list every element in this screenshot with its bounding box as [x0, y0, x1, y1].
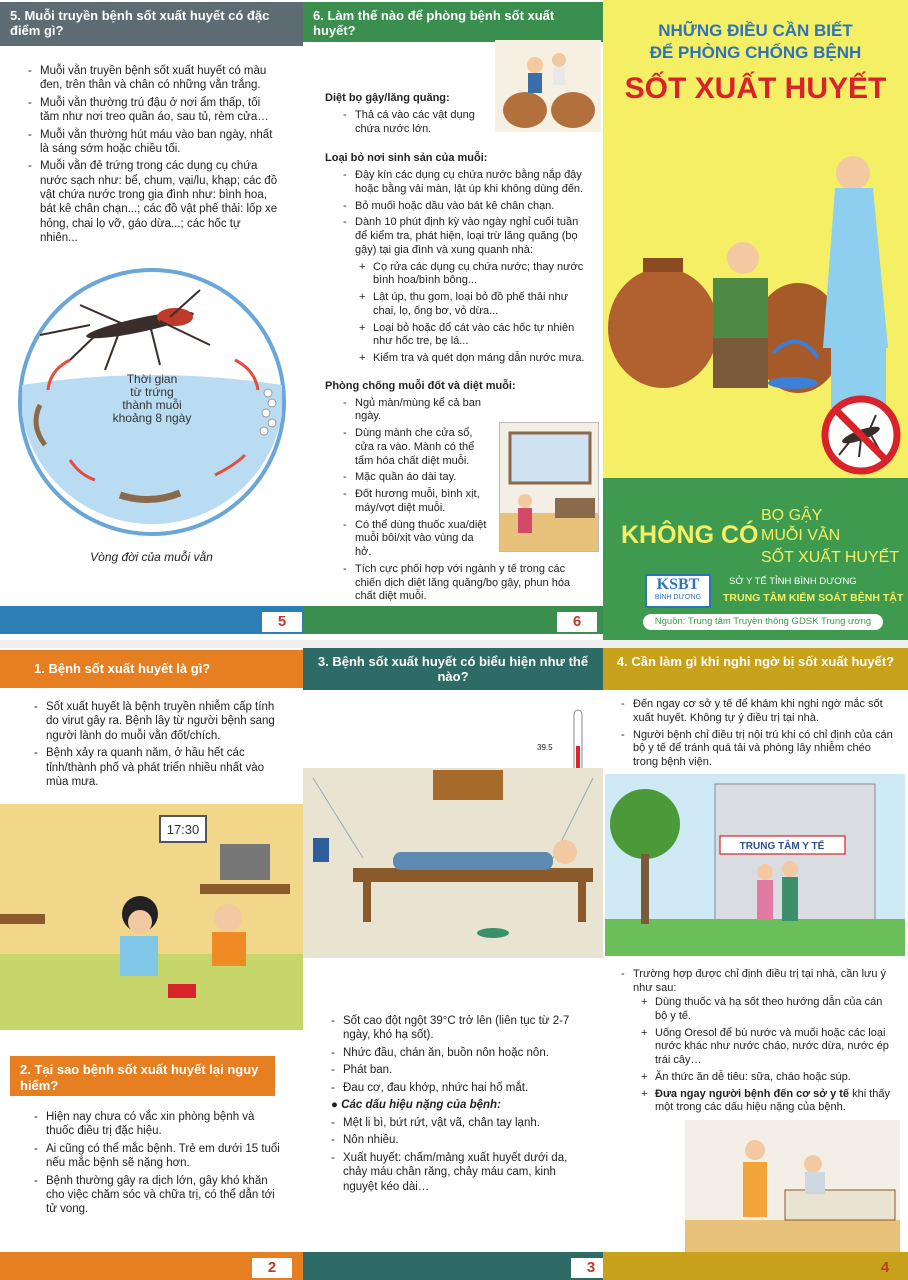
list-item: - Phát ban.: [331, 1063, 586, 1077]
panel-4-heading-text: 4. Cần làm gì khi nghi ngờ bị sốt xuất huyết?: [616, 654, 895, 669]
cover-list-3: SỐT XUẤT HUYẾT: [761, 549, 900, 566]
mosquito-lifecycle-illustration: [10, 265, 300, 540]
panel-4: [603, 648, 908, 1280]
panel-1-heading-text: 1. Bệnh sốt xuất huyết là gì?: [34, 661, 211, 676]
s3-title: Phòng chống muỗi đốt và diệt muỗi:: [325, 379, 516, 392]
panel-1-heading: [0, 650, 303, 688]
cover-title-3: SỐT XUẤT HUYẾT: [624, 72, 887, 105]
panel-3-footer-bar: [303, 1252, 603, 1280]
s2-title: Loại bỏ nơi sinh sản của muỗi:: [325, 152, 488, 165]
list-item: - Nhức đầu, chán ăn, buồn nôn hoặc nôn.: [331, 1046, 586, 1060]
list-item: + Loại bỏ hoặc đổ cát vào các hốc tự nhiên như hốc tre, bẹ lá...: [359, 322, 590, 350]
severe-signs-title: ● Các dấu hiệu nặng của bệnh:: [331, 1099, 501, 1111]
cover-green-band: [603, 478, 908, 640]
cover-illustration: [603, 118, 908, 418]
ksbt-logo: [645, 574, 711, 608]
list-item: - Bệnh thường gây ra dịch lớn, gây khó khăn cho việc chăm sóc và chữa trị, có thể dẫn tới tử vong.: [34, 1174, 282, 1217]
panel-6-heading: [303, 2, 603, 42]
panel-3-list: [331, 1014, 586, 1098]
list-item: - Muỗi vằn đẻ trứng trong các dụng cụ chứa nước sạch như: bể, chum, vại/lu, khạp; các đồ vật chứa nước trong gia đình như: bình hoa, bát kê chân chạn...; các đồ vật phế thải: lốp xe hỏng, chai lọ vỡ, gáo dừa...; các hốc tự nhiên...: [28, 159, 278, 245]
lifecycle-caption: Vòng đời của muỗi vằn: [90, 550, 213, 564]
list-item: - Đau cơ, đau khớp, nhức hai hố mắt.: [331, 1081, 586, 1095]
list-item: + Kiểm tra và quét dọn máng dẫn nước mưa.: [359, 352, 590, 366]
panel-6: [303, 0, 603, 640]
list-item: [641, 1088, 896, 1116]
list-item: + Ăn thức ăn dễ tiêu: sữa, cháo hoặc súp.: [641, 1071, 896, 1085]
org-1: SỞ Y TẾ TỈNH BÌNH DƯƠNG: [729, 576, 857, 587]
list-item: - Người bệnh chỉ điều trị nội trú khi có chỉ định của cán bộ y tế để tránh quá tải và phòng lây nhiễm chéo trong bệnh viện.: [621, 729, 896, 770]
list-item: - Muỗi vằn thường trú đậu ở nơi ẩm thấp, tối tăm như nơi treo quần áo, sau tủ, rèm cửa…: [28, 96, 278, 125]
org-2: TRUNG TÂM KIỂM SOÁT BỆNH TẬT: [723, 592, 904, 604]
list-item: - Đậy kín các dụng cụ chứa nước bằng nắp đậy hoặc bằng vải màn, lật úp khi không dùng đến.: [343, 169, 590, 197]
page-number-2: 2: [252, 1258, 292, 1278]
s2-sublist: [325, 261, 590, 366]
urgent-rest: khi thấy một trong các dấu hiệu nặng của bệnh.: [655, 1087, 891, 1114]
cover-list-2: MUỖI VẰN: [761, 527, 841, 544]
panel-3-severe-list: [331, 1116, 586, 1197]
panel-1-2: [0, 648, 303, 1280]
list-item: - Ai cũng có thể mắc bệnh. Trẻ em dưới 15 tuổi nếu mắc bệnh sẽ nặng hơn.: [34, 1142, 282, 1171]
severe-title-text: Các dấu hiệu nặng của bệnh:: [341, 1099, 501, 1111]
list-item: - Bệnh xảy ra quanh năm, ở hầu hết các tỉnh/thành phố và phát triển nhiều nhất vào mùa mưa.: [34, 746, 282, 789]
ksbt-logo-text: KSBT: [656, 576, 700, 593]
source-text: Nguồn: Trung tâm Truyền thông GDSK Trung ương: [654, 616, 872, 627]
list-item: + Lật úp, thu gom, loại bỏ đồ phế thải như chai, lọ, ống bơ, vỏ dừa...: [359, 291, 590, 319]
clock-display: 17:30: [166, 822, 200, 837]
cover-title-2: ĐỂ PHÒNG CHỐNG BỆNH: [649, 43, 862, 62]
panel-3-heading: [303, 648, 603, 690]
panel-6-heading-text: 6. Làm thế nào để phòng bệnh sốt xuất huyết?: [313, 8, 555, 38]
panel-3: [303, 648, 603, 1280]
list-item: - Dành 10 phút định kỳ vào ngày nghỉ cuối tuần để kiểm tra, phát hiện, loại trừ lăng quăng (bọ gậy) tại gia đình và xung quanh nhà:: [343, 216, 590, 257]
panel-4-footer-bar: [603, 1252, 908, 1280]
children-playing-illustration: [0, 804, 303, 1030]
panel-5-heading-text: 5. Muỗi truyền bệnh sốt xuất huyết có đặc điểm gì?: [10, 8, 270, 38]
no-mosquito-icon: [821, 395, 901, 475]
list-item: - Xuất huyết: chấm/mảng xuất huyết dưới da, chảy máu chân răng, chảy máu cam, kinh nguyệt kéo dài…: [331, 1151, 586, 1194]
s2-list: [325, 169, 590, 258]
ksbt-logo-sub: BÌNH DƯƠNG: [654, 594, 702, 601]
panel-4-list: [621, 698, 896, 773]
cycle-text: Thời gian từ trứng thành muỗi khoảng 8 ngày: [112, 372, 192, 425]
list-item: + Cọ rửa các dụng cụ chứa nước; thay nước bình hoa/bình bông...: [359, 261, 590, 289]
home-care-illustration: [685, 1120, 900, 1258]
list-item: - Sốt cao đột ngột 39°C trở lên (liên tục từ 2-7 ngày, khó hạ sốt).: [331, 1014, 586, 1043]
panel-2-heading-text: 2. Tại sao bệnh sốt xuất huyết lại nguy hiểm?: [20, 1062, 259, 1093]
panel-5-list: [28, 64, 278, 249]
list-item: - Dùng mành che cửa sổ, cửa ra vào. Mành có thể tẩm hóa chất diệt muỗi.: [343, 427, 493, 468]
page-number-6: 6: [557, 612, 597, 632]
list-item: - Tích cực phối hợp với ngành y tế trong các chiến dịch diệt lăng quăng/bọ gậy, phun hóa chất diệt muỗi.: [343, 563, 590, 604]
panel-2-list: [34, 1110, 282, 1220]
panel-5: [0, 0, 303, 640]
fold-divider: [0, 640, 908, 648]
list-item: - Mệt li bì, bứt rứt, vật vã, chân tay lạnh.: [331, 1116, 586, 1130]
list-item: - Muỗi vằn thường hút máu vào ban ngày, nhất là sáng sớm hoặc chiều tối.: [28, 128, 278, 157]
page-number-3: 3: [571, 1258, 603, 1278]
cover-list-1: BỌ GẬY: [761, 507, 823, 524]
s1-list: [325, 109, 475, 137]
list-item: + Uống Oresol để bù nước và muối hoặc các loại nước khác như nước cháo, nước dừa, nước ép trái cây…: [641, 1027, 896, 1068]
health-center-sign: TRUNG TÂM Y TẾ: [739, 841, 825, 852]
page-number-4: 4: [880, 1259, 890, 1276]
list-item: - Muỗi vằn truyền bệnh sốt xuất huyết có màu đen, trên thân và chân có những vằn trắng.: [28, 64, 278, 93]
patient-bed-illustration: [303, 768, 603, 958]
panel-3-heading-text: 3. Bệnh sốt xuất huyết có biểu hiện như thế nào?: [317, 654, 589, 684]
cover-title-1: NHỮNG ĐIỀU CẦN BIẾT: [658, 21, 853, 40]
source-badge: [643, 614, 883, 630]
panel-4-home-list: [641, 996, 896, 1118]
home-intro-text: Trường hợp được chỉ định điều trị tại nhà, cần lưu ý như sau:: [633, 968, 887, 994]
list-item: - Đốt hương muỗi, bình xịt, máy/vợt diệt muỗi.: [343, 488, 493, 516]
list-item: - Bỏ muối hoặc dầu vào bát kê chân chạn.: [343, 200, 590, 214]
list-item: + Dùng thuốc và hạ sốt theo hướng dẫn của cán bộ y tế.: [641, 996, 896, 1024]
list-item: - Thả cá vào các vật dụng chứa nước lớn.: [343, 109, 475, 137]
list-item: - Sốt xuất huyết là bệnh truyền nhiễm cấp tính do virut gây ra. Bệnh lây từ người bệnh sang người lành do muỗi vằn đốt/chích.: [34, 700, 282, 743]
list-item: - Ngủ màn/mùng kể cả ban ngày.: [343, 397, 493, 425]
list-item: - Có thể dùng thuốc xua/diệt muỗi bôi/xịt vào vùng da hở.: [343, 519, 493, 560]
panel-5-footer-bar: [0, 606, 303, 634]
list-item: - Nôn nhiều.: [331, 1133, 586, 1147]
thermometer-reading: 39.5: [537, 743, 553, 752]
panel-5-heading: [0, 2, 303, 46]
health-center-illustration: [605, 774, 905, 956]
list-item: - Đến ngay cơ sở y tế để khám khi nghi ngờ mắc sốt xuất huyết. Không tự ý điều trị tại nhà.: [621, 698, 896, 726]
cover-panel: [603, 0, 908, 640]
panel-2-heading: [10, 1056, 275, 1096]
khong-co-label: KHÔNG CÓ: [621, 521, 759, 549]
panel-4-heading: [603, 648, 908, 690]
list-item: - Mặc quần áo dài tay.: [343, 471, 493, 485]
page-number-5: 5: [262, 612, 302, 632]
home-care-intro: - Trường hợp được chỉ định điều trị tại nhà, cần lưu ý như sau:: [621, 968, 887, 994]
urgent-bold: Đưa ngay người bệnh đến cơ sở y tế: [655, 1087, 850, 1100]
panel-1-list: [34, 700, 282, 792]
s1-title: Diệt bọ gậy/lăng quăng:: [325, 92, 450, 104]
list-item: - Hiện nay chưa có vắc xin phòng bệnh và thuốc điều trị đặc hiệu.: [34, 1110, 282, 1139]
room-illustration: [499, 422, 599, 552]
